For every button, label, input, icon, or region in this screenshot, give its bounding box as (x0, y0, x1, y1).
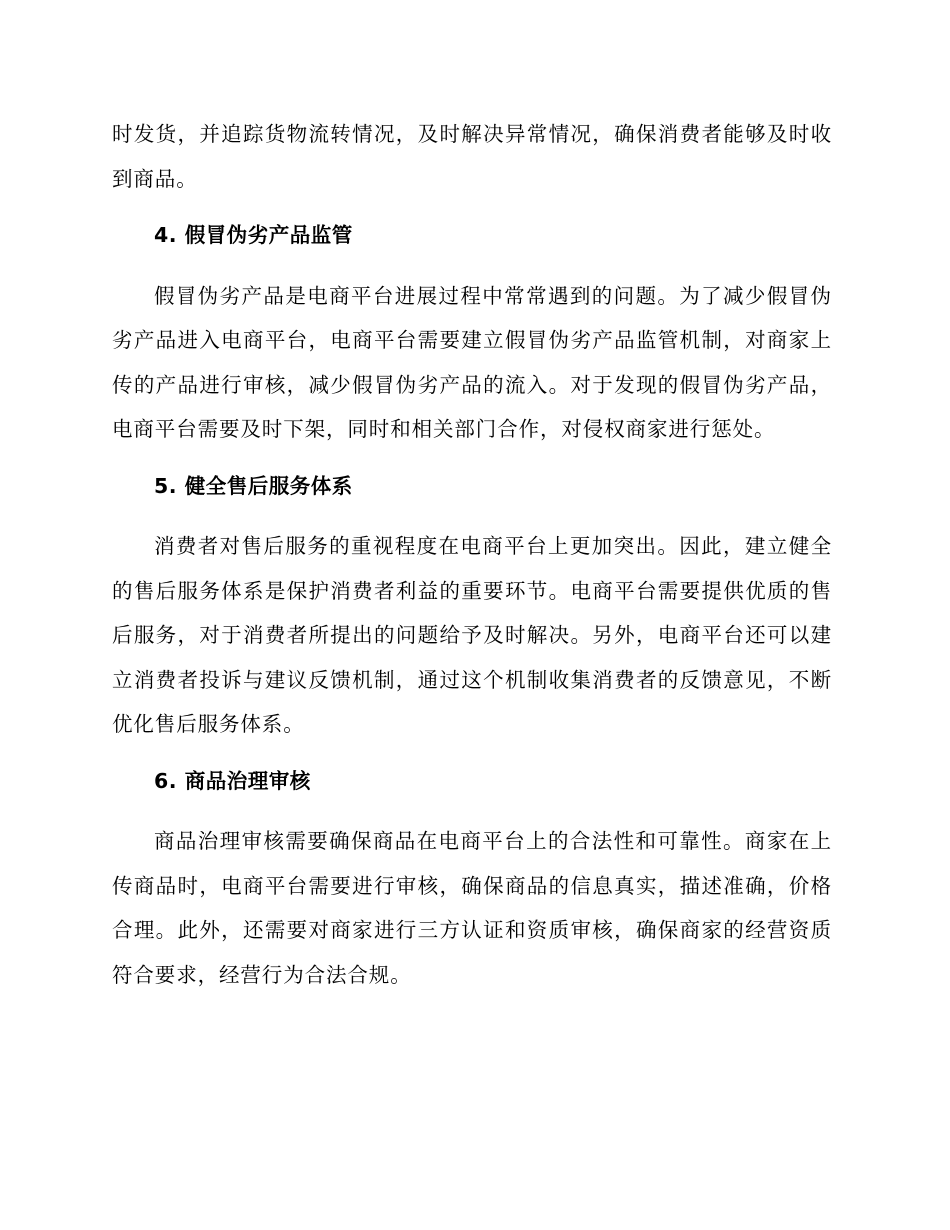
section-5-paragraph: 消费者对售后服务的重视程度在电商平台上更加突出。因此，建立健全的售后服务体系是保护消费者利益的重要环节。电商平台需要提供优质的售后服务，对于消费者所提出的问题给予及时解决。另外，电商平台还可以建立消费者投诉与建议反馈机制，通过这个机制收集消费者的反馈意见，不断优化售后服务体系。 (112, 534, 832, 736)
section-4-heading: 4. 假冒伪劣产品监管 (154, 223, 353, 247)
section-6-paragraph: 商品治理审核需要确保商品在电商平台上的合法性和可靠性。商家在上传商品时，电商平台需要进行审核，确保商品的信息真实，描述准确，价格合理。此外，还需要对商家进行三方认证和资质审核，确保商家的经营资质符合要求，经营行为合法合规。 (112, 829, 832, 987)
section-5-heading: 5. 健全售后服务体系 (154, 473, 353, 498)
document-body (112, 112, 832, 997)
section-4-paragraph: 假冒伪劣产品是电商平台进展过程中常常遇到的问题。为了减少假冒伪劣产品进入电商平台，电商平台需要建立假冒伪劣产品监管机制，对商家上传的产品进行审核，减少假冒伪劣产品的流入。对于发现的假冒伪劣产品，电商平台需要及时下架，同时和相关部门合作，对侵权商家进行惩处。 (112, 283, 832, 441)
intro-continuation-paragraph: 时发货，并追踪货物流转情况，及时解决异常情况，确保消费者能够及时收到商品。 (112, 122, 832, 191)
section-6-heading: 6. 商品治理审核 (154, 768, 311, 793)
